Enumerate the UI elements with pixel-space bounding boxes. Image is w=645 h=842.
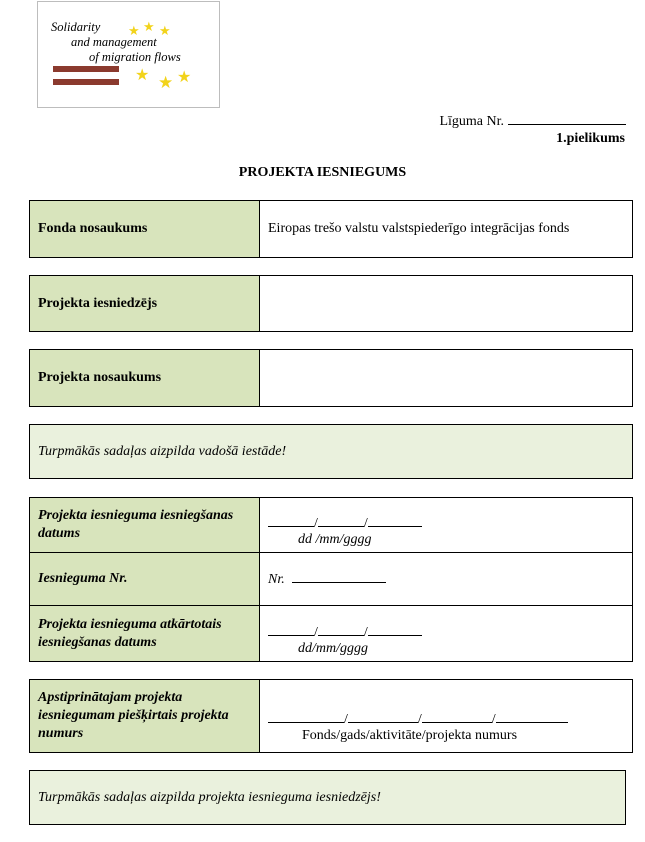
project-name-field[interactable] bbox=[260, 350, 633, 407]
contract-label: Līguma Nr. bbox=[439, 114, 504, 129]
fund-table bbox=[29, 200, 633, 258]
approved-number-hint: Fonds/gads/aktivitāte/projekta numurs bbox=[302, 728, 518, 743]
fund-name-label: Fonda nosaukums bbox=[30, 201, 260, 258]
submit-date-cell[interactable] bbox=[260, 498, 633, 553]
approved-number-cell[interactable] bbox=[260, 680, 633, 753]
project-name-label: Projekta nosaukums bbox=[30, 350, 260, 407]
application-number-prefix: Nr. bbox=[268, 572, 285, 587]
logo-bar-top bbox=[53, 66, 119, 72]
logo-text-line2: and management bbox=[71, 35, 157, 49]
application-number-label: Iesnieguma Nr. bbox=[30, 553, 260, 606]
star-icon: ★ bbox=[135, 67, 150, 84]
note-managing-authority: Turpmākās sadaļas aizpilda vadošā iestāde! bbox=[29, 424, 633, 479]
star-icon: ★ bbox=[159, 23, 171, 38]
contract-number-field[interactable] bbox=[508, 112, 626, 125]
submit-date-hint: dd /mm/gggg bbox=[298, 532, 372, 547]
contract-number bbox=[439, 112, 626, 130]
annex-label: 1.pielikums bbox=[556, 131, 625, 146]
star-icon: ★ bbox=[128, 23, 140, 38]
fund-name-value: Eiropas trešo valstu valstspiederīgo integrācijas fonds bbox=[260, 201, 633, 258]
submission-table bbox=[29, 497, 633, 662]
resubmit-date-label: Projekta iesnieguma atkārtotais iesniegšanas datums bbox=[30, 606, 260, 662]
logo bbox=[37, 1, 220, 108]
logo-text-line1: Solidarity bbox=[51, 20, 101, 34]
submit-date-field[interactable]: / / bbox=[268, 514, 624, 532]
resubmit-date-cell[interactable] bbox=[260, 606, 633, 662]
approved-number-table bbox=[29, 679, 633, 753]
project-name-table bbox=[29, 349, 633, 407]
application-number-cell[interactable] bbox=[260, 553, 633, 606]
star-icon: ★ bbox=[158, 73, 174, 92]
applicant-field[interactable] bbox=[260, 276, 633, 332]
star-icon: ★ bbox=[143, 19, 155, 34]
resubmit-date-hint: dd/mm/gggg bbox=[298, 640, 368, 656]
logo-text-line3: of migration flows bbox=[89, 50, 181, 64]
application-number-field[interactable] bbox=[292, 570, 386, 583]
page-title: PROJEKTA IESNIEGUMS bbox=[238, 165, 407, 180]
resubmit-date-field[interactable]: / / bbox=[268, 623, 624, 641]
approved-number-field[interactable]: / / / bbox=[268, 710, 624, 728]
applicant-table bbox=[29, 275, 633, 332]
note-applicant: Turpmākās sadaļas aizpilda projekta iesnieguma iesniedzējs! bbox=[29, 770, 626, 825]
applicant-label: Projekta iesniedzējs bbox=[30, 276, 260, 332]
submit-date-label: Projekta iesnieguma iesniegšanas datums bbox=[30, 498, 260, 553]
star-icon: ★ bbox=[177, 69, 192, 86]
approved-number-label: Apstiprinātajam projekta iesniegumam piešķirtais projekta numurs bbox=[30, 680, 260, 753]
logo-bar-bottom bbox=[53, 79, 119, 85]
